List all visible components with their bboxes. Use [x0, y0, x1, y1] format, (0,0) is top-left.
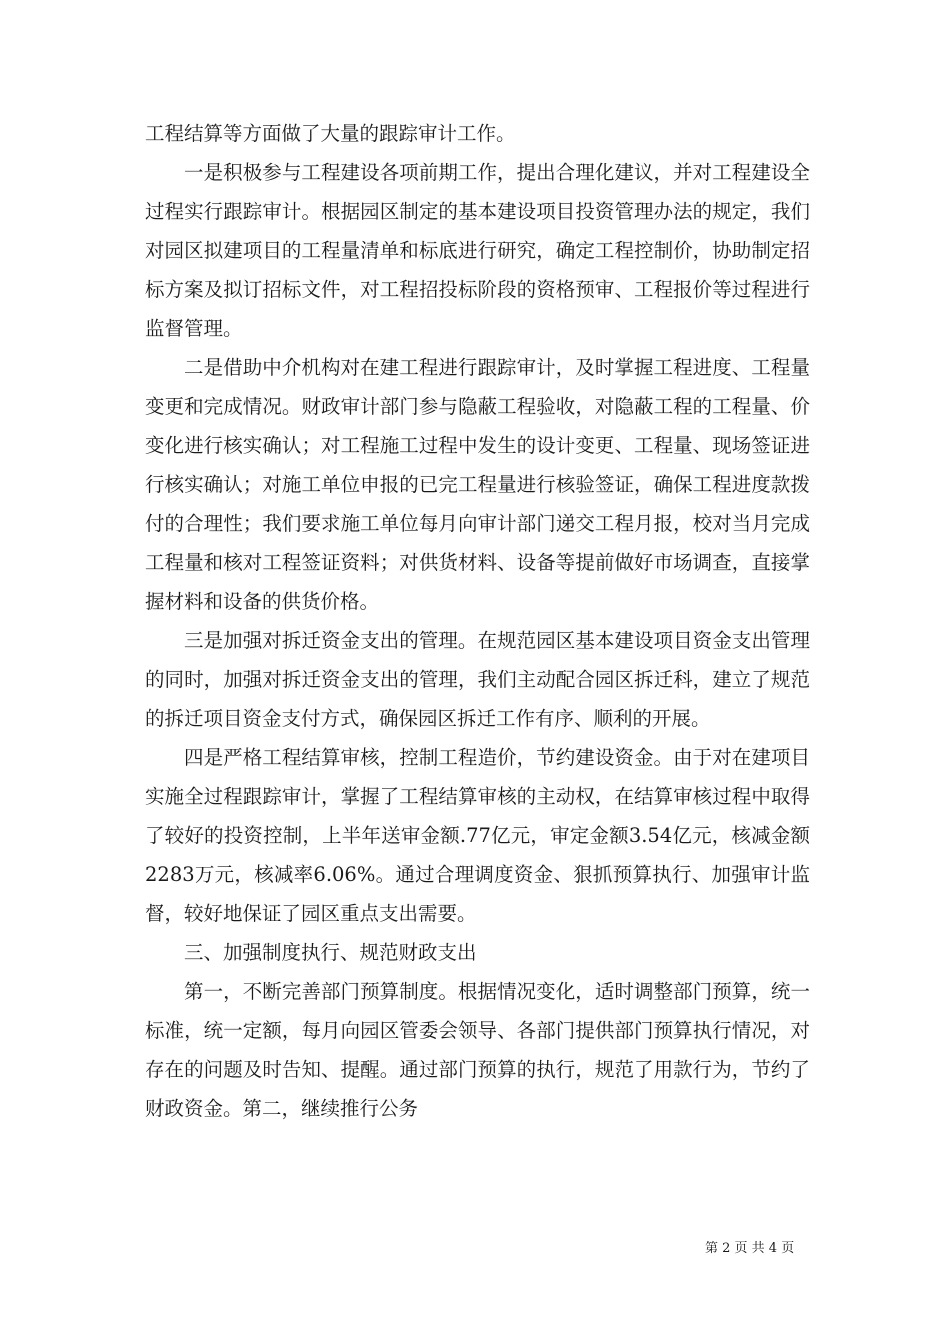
paragraph-continuation: 工程结算等方面做了大量的跟踪审计工作。 [145, 122, 516, 145]
document-body [145, 114, 810, 1128]
paragraph-item-four: 四是严格工程结算审核，控制工程造价，节约建设资金。由于对在建项目实施全过程跟踪审计，掌握了工程结算审核的主动权，在结算审核过程中取得了较好的投资控制，上半年送审金额.77亿元，审定金额3.54亿元，核减金额2283万元，核减率6.06%。通过合理调度资金、狠抓预算执行、加强审计监督，较好地保证了园区重点支出需要。 [145, 746, 810, 925]
paragraph-item-one: 一是积极参与工程建设各项前期工作，提出合理化建议，并对工程建设全过程实行跟踪审计。根据园区制定的基本建设项目投资管理办法的规定，我们对园区拟建项目的工程量清单和标底进行研究，确定工程控制价，协助制定招标方案及拟订招标文件，对工程招投标阶段的资格预审、工程报价等过程进行监督管理。 [145, 161, 810, 340]
paragraph-item-two: 二是借助中介机构对在建工程进行跟踪审计，及时掌握工程进度、工程量变更和完成情况。财政审计部门参与隐蔽工程验收，对隐蔽工程的工程量、价变化进行核实确认；对工程施工过程中发生的设计变更、工程量、现场签证进行核实确认；对施工单位申报的已完工程量进行核验签证，确保工程进度款拨付的合理性；我们要求施工单位每月向审计部门递交工程月报，校对当月完成工程量和核对工程签证资料；对供货材料、设备等提前做好市场调查，直接掌握材料和设备的供货价格。 [145, 356, 810, 613]
paragraph-item-three: 三是加强对拆迁资金支出的管理。在规范园区基本建设项目资金支出管理的同时，加强对拆迁资金支出的管理，我们主动配合园区拆迁科，建立了规范的拆迁项目资金支付方式，确保园区拆迁工作有序、顺利的开展。 [145, 629, 810, 730]
section-heading: 三、加强制度执行、规范财政支出 [184, 941, 477, 964]
page-number: 第 2 页 共 4 页 [705, 1241, 795, 1256]
paragraph-section-body: 第一，不断完善部门预算制度。根据情况变化，适时调整部门预算，统一标准，统一定额，每月向园区管委会领导、各部门提供部门预算执行情况，对存在的问题及时告知、提醒。通过部门预算的执行，规范了用款行为，节约了财政资金。第二，继续推行公务 [145, 980, 810, 1120]
